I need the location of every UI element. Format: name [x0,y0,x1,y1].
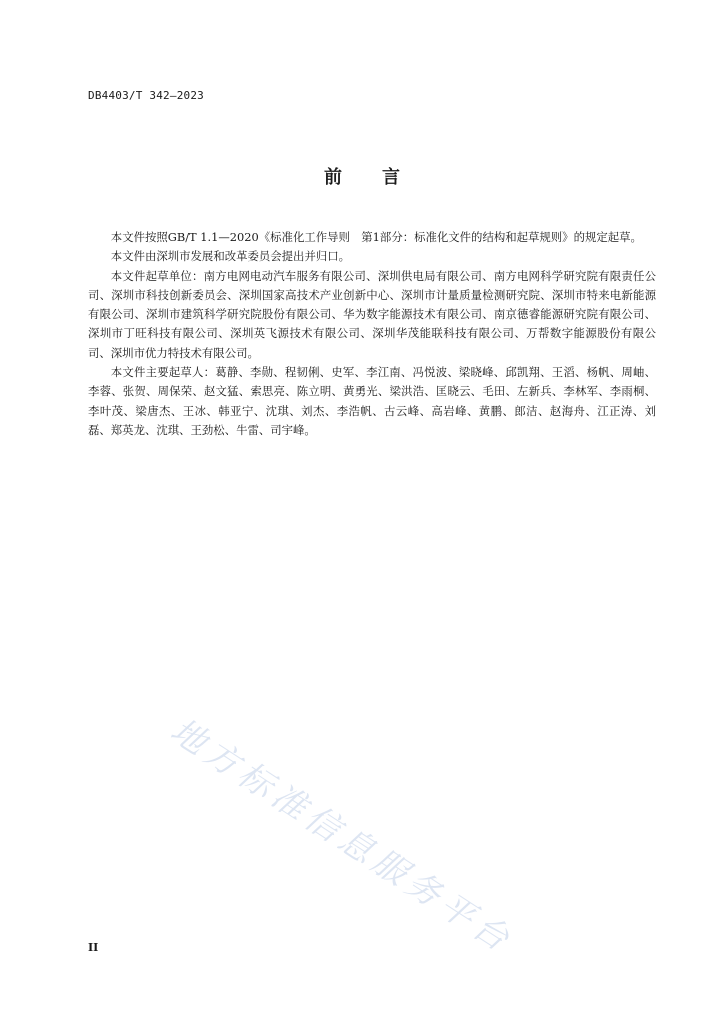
page-title: 前言 [324,167,440,188]
watermark: 地方标准信息服务平台 [163,710,521,963]
document-code: DB4403/T 342—2023 [88,89,204,102]
page-number: II [88,941,99,954]
paragraph-drafting-units: 本文件起草单位：南方电网电动汽车服务有限公司、深圳供电局有限公司、南方电网科学研究院有限责任公司、深圳市科技创新委员会、深圳国家高技术产业创新中心、深圳市计量质量检测研究院、深圳市特来电新能源有限公司、深圳市建筑科学研究院股份有限公司、华为数字能源技术有限公司、南京德睿能源研究院有限公司、深圳市丁旺科技有限公司、深圳英飞源技术有限公司、深圳华茂能联科技有限公司、万帮数字能源股份有限公司、深圳市优力特技术有限公司。 [88,268,656,360]
paragraph-drafting-rules: 本文件按照GB/T 1.1—2020《标准化工作导则 第1部分：标准化文件的结构和起草规则》的规定起草。 [110,230,642,244]
paragraph-drafters: 本文件主要起草人：葛静、李勋、程韧俐、史军、李江南、冯悦波、梁晓峰、邱凯翔、王滔、杨帆、周岫、李蓉、张贺、周保荣、赵文猛、索思亮、陈立明、黄勇光、梁洪浩、匡晓云、毛田、左新兵、李林军、李雨桐、李叶茂、梁唐杰、王冰、韩亚宁、沈琪、刘杰、李浩帆、古云峰、高岩峰、黄鹏、郎洁、赵海舟、江正涛、刘磊、郑英龙、沈琪、王劲松、牛雷、司宇峰。 [88,365,656,437]
foreword-body [88,228,656,440]
paragraph-proposer: 本文件由深圳市发展和改革委员会提出并归口。 [110,249,351,264]
